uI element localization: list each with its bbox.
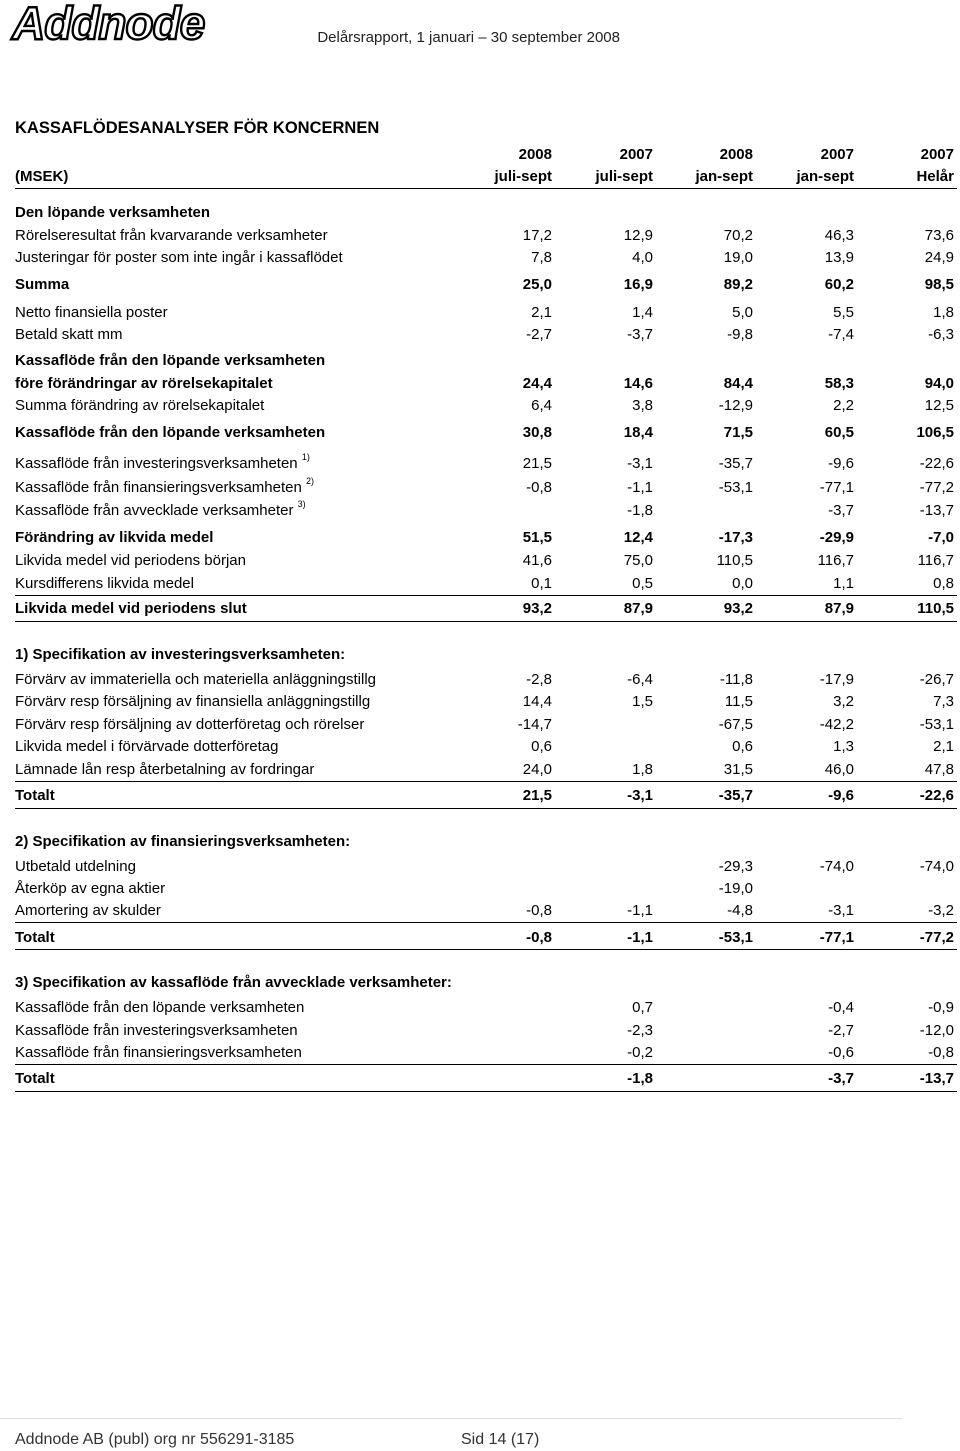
column-year: 2007 xyxy=(619,146,653,163)
row-label: Kassaflöde från den löpande verksamheten xyxy=(15,352,326,369)
row-label: Likvida medel i förvärvade dotterföretag xyxy=(15,738,279,755)
row-divider xyxy=(15,781,957,782)
cell-value: 60,2 xyxy=(824,276,854,293)
cell-value: 12,4 xyxy=(623,529,653,546)
cell-value: -22,6 xyxy=(919,787,954,804)
cell-value: 93,2 xyxy=(522,600,552,617)
cell-value: 24,0 xyxy=(522,761,552,778)
table-row-summary xyxy=(15,276,955,298)
cell-value: 0,5 xyxy=(632,575,653,592)
cell-value: -29,3 xyxy=(718,858,753,875)
report-title: Delårsrapport, 1 januari – 30 september 2008 xyxy=(317,29,620,46)
table-row xyxy=(15,204,955,226)
table-row xyxy=(15,326,955,348)
row-divider xyxy=(15,621,957,622)
cell-value: 0,6 xyxy=(531,738,552,755)
cell-value: -1,8 xyxy=(627,502,653,519)
cell-value: 24,4 xyxy=(522,375,552,392)
cell-value: -6,4 xyxy=(627,671,653,688)
cell-value: 60,5 xyxy=(824,424,854,441)
cell-value: 3,8 xyxy=(632,397,653,414)
cell-value: 84,4 xyxy=(723,375,753,392)
cell-value: 110,5 xyxy=(716,552,753,569)
table-row xyxy=(15,738,955,760)
company-logo: Addnode xyxy=(12,0,205,49)
cell-value: 46,0 xyxy=(824,761,854,778)
cell-value: 73,6 xyxy=(924,227,954,244)
cell-value: 21,5 xyxy=(522,787,552,804)
table-row xyxy=(15,1044,955,1066)
cell-value: -0,6 xyxy=(828,1044,854,1061)
row-label: Förvärv resp försäljning av dotterföretag och rörelser xyxy=(15,716,365,733)
cell-value: 110,5 xyxy=(917,600,954,617)
cell-value: -17,9 xyxy=(819,671,854,688)
cell-value: -14,7 xyxy=(517,716,552,733)
table-row-total xyxy=(15,600,955,622)
cell-value: -3,7 xyxy=(828,502,854,519)
cell-value: -0,8 xyxy=(526,902,552,919)
row-label: Betald skatt mm xyxy=(15,326,123,343)
cell-value: -4,8 xyxy=(727,902,753,919)
cell-value: -53,1 xyxy=(718,479,753,496)
cell-value: 31,5 xyxy=(723,761,753,778)
cell-value: -3,7 xyxy=(828,1070,854,1087)
cell-value: 1,5 xyxy=(632,693,653,710)
cell-value: -77,1 xyxy=(819,479,854,496)
cell-value: -3,1 xyxy=(828,902,854,919)
cell-value: -12,9 xyxy=(718,397,753,414)
cell-value: 46,3 xyxy=(824,227,854,244)
header-divider xyxy=(15,188,957,189)
table-row xyxy=(15,499,955,524)
row-label: Likvida medel vid periodens början xyxy=(15,552,246,569)
cell-value: 0,6 xyxy=(732,738,753,755)
cell-value: -7,4 xyxy=(828,326,854,343)
table-row xyxy=(15,671,955,693)
table-row xyxy=(15,880,955,902)
cell-value: 41,6 xyxy=(522,552,552,569)
cell-value: -26,7 xyxy=(919,671,954,688)
column-period: jan-sept xyxy=(796,168,854,185)
cell-value: 30,8 xyxy=(522,424,552,441)
cell-value: 7,3 xyxy=(933,693,954,710)
cell-value: 51,5 xyxy=(522,529,552,546)
cell-value: -53,1 xyxy=(919,716,954,733)
table-row-summary xyxy=(15,424,955,446)
section-title: KASSAFLÖDESANALYSER FÖR KONCERNEN xyxy=(15,119,380,137)
row-label: Utbetald utdelning xyxy=(15,858,136,875)
row-label: Amortering av skulder xyxy=(15,902,161,919)
cell-value: -42,2 xyxy=(819,716,854,733)
cell-value: -74,0 xyxy=(919,858,954,875)
cell-value: -7,0 xyxy=(928,529,954,546)
table-row xyxy=(15,352,955,374)
table-row xyxy=(15,761,955,783)
column-period: juli-sept xyxy=(595,168,653,185)
row-label: Förvärv resp försäljning av finansiella anläggningstillg xyxy=(15,693,371,710)
cell-value: -67,5 xyxy=(718,716,753,733)
cell-value: -1,1 xyxy=(627,929,653,946)
cell-value: 47,8 xyxy=(924,761,954,778)
table-row xyxy=(15,452,955,477)
cell-value: -0,4 xyxy=(828,999,854,1016)
cell-value: 4,0 xyxy=(632,249,653,266)
table-row xyxy=(15,999,955,1021)
row-label: Totalt xyxy=(15,929,55,946)
cell-value: -17,3 xyxy=(718,529,753,546)
column-period: jan-sept xyxy=(695,168,753,185)
row-label: Kursdifferens likvida medel xyxy=(15,575,194,592)
table-row xyxy=(15,1022,955,1044)
cell-value: -2,8 xyxy=(526,671,552,688)
cell-value: -3,1 xyxy=(627,455,653,472)
cell-value: -77,2 xyxy=(919,479,954,496)
table-row xyxy=(15,476,955,501)
unit-label: (MSEK) xyxy=(15,168,69,185)
cell-value: 98,5 xyxy=(924,276,954,293)
table-row-total xyxy=(15,787,955,809)
cell-value: 3,2 xyxy=(833,693,854,710)
cell-value: -22,6 xyxy=(919,455,954,472)
cell-value: -13,7 xyxy=(919,1070,954,1087)
cell-value: 13,9 xyxy=(824,249,854,266)
cell-value: 18,4 xyxy=(623,424,653,441)
cell-value: -9,8 xyxy=(727,326,753,343)
table-row xyxy=(15,249,955,271)
cell-value: 12,9 xyxy=(623,227,653,244)
cell-value: 87,9 xyxy=(824,600,854,617)
cell-value: 93,2 xyxy=(723,600,753,617)
table-row xyxy=(15,858,955,880)
cell-value: 0,7 xyxy=(632,999,653,1016)
column-period-row xyxy=(15,168,955,190)
table-row xyxy=(15,227,955,249)
cell-value: 106,5 xyxy=(916,424,954,441)
cell-value: 0,1 xyxy=(531,575,552,592)
cell-value: -2,7 xyxy=(828,1022,854,1039)
row-divider xyxy=(15,808,957,809)
cell-value: -0,8 xyxy=(526,929,552,946)
table-row-total xyxy=(15,1070,955,1092)
cell-value: -1,1 xyxy=(627,479,653,496)
cell-value: 1,8 xyxy=(632,761,653,778)
cell-value: -19,0 xyxy=(718,880,753,897)
cell-value: 70,2 xyxy=(723,227,753,244)
column-year: 2008 xyxy=(518,146,552,163)
cell-value: 87,9 xyxy=(623,600,653,617)
cell-value: 2,2 xyxy=(833,397,854,414)
table-row xyxy=(15,716,955,738)
cell-value: -0,8 xyxy=(928,1044,954,1061)
column-period: Helår xyxy=(916,168,954,185)
cell-value: 14,6 xyxy=(623,375,653,392)
cell-value: 12,5 xyxy=(924,397,954,414)
table-row xyxy=(15,304,955,326)
row-label: Summa xyxy=(15,276,70,293)
footer-company: Addnode AB (publ) org nr 556291-3185 xyxy=(15,1431,295,1448)
cell-value: 89,2 xyxy=(723,276,753,293)
cell-value: -77,1 xyxy=(819,929,854,946)
cell-value: -2,3 xyxy=(627,1022,653,1039)
cell-value: 1,4 xyxy=(632,304,653,321)
row-label: Lämnade lån resp återbetalning av fordringar xyxy=(15,761,315,778)
cell-value: 116,7 xyxy=(817,552,854,569)
row-divider xyxy=(15,595,957,596)
row-divider xyxy=(15,949,957,950)
row-label: Kassaflöde från den löpande verksamheten xyxy=(15,424,326,441)
cell-value: -35,7 xyxy=(718,455,753,472)
row-label: Totalt xyxy=(15,787,55,804)
cell-value: 6,4 xyxy=(531,397,552,414)
row-label: Totalt xyxy=(15,1070,55,1087)
column-period: juli-sept xyxy=(494,168,552,185)
cell-value: 94,0 xyxy=(924,375,954,392)
column-year: 2007 xyxy=(820,146,854,163)
table-row xyxy=(15,397,955,419)
footnote-marker: 3) xyxy=(297,499,306,509)
table-row-summary xyxy=(15,529,955,551)
cell-value: -3,2 xyxy=(928,902,954,919)
cell-value: 75,0 xyxy=(623,552,653,569)
cell-value: 25,0 xyxy=(522,276,552,293)
row-label: Likvida medel vid periodens slut xyxy=(15,600,247,617)
row-label: Den löpande verksamheten xyxy=(15,204,211,221)
table-row xyxy=(15,902,955,924)
row-divider xyxy=(15,1091,957,1092)
cell-value: -0,8 xyxy=(526,479,552,496)
table-row xyxy=(15,552,955,574)
cell-value: -9,6 xyxy=(828,455,854,472)
cell-value: -53,1 xyxy=(718,929,753,946)
cell-value: -1,8 xyxy=(627,1070,653,1087)
cell-value: 0,8 xyxy=(933,575,954,592)
cell-value: -0,9 xyxy=(928,999,954,1016)
table-row xyxy=(15,693,955,715)
spec-heading: 3) Specifikation av kassaflöde från avvecklade verksamheter: xyxy=(15,974,452,991)
column-year-row xyxy=(15,146,955,168)
cell-value: 11,5 xyxy=(724,693,753,710)
cell-value: -74,0 xyxy=(819,858,854,875)
row-label: Kassaflöde från finansieringsverksamheten $^{2)}$ xyxy=(15,476,315,496)
column-year: 2007 xyxy=(920,146,954,163)
row-label: Kassaflöde från finansieringsverksamheten xyxy=(15,1044,302,1061)
row-label: Rörelseresultat från kvarvarande verksamheter xyxy=(15,227,328,244)
cell-value: -77,2 xyxy=(919,929,954,946)
spec-heading: 1) Specifikation av investeringsverksamheten: xyxy=(15,646,346,663)
footer-divider xyxy=(0,1418,902,1419)
footnote-marker: 2) xyxy=(306,476,315,486)
row-label: Återköp av egna aktier xyxy=(15,880,166,897)
cell-value: 19,0 xyxy=(723,249,753,266)
cell-value: 1,1 xyxy=(833,575,854,592)
table-row xyxy=(15,375,955,397)
cell-value: 7,8 xyxy=(531,249,552,266)
cell-value: 2,1 xyxy=(933,738,954,755)
row-label: Netto finansiella poster xyxy=(15,304,168,321)
row-label: Förvärv av immateriella och materiella anläggningstillg xyxy=(15,671,376,688)
row-label: Summa förändring av rörelsekapitalet xyxy=(15,397,265,414)
spec-heading: 2) Specifikation av finansieringsverksamheten: xyxy=(15,833,351,850)
cell-value: -13,7 xyxy=(919,502,954,519)
cell-value: 116,7 xyxy=(917,552,954,569)
row-label: Justeringar för poster som inte ingår i kassaflödet xyxy=(15,249,343,266)
row-label: före förändringar av rörelsekapitalet xyxy=(15,375,273,392)
cell-value: -2,7 xyxy=(526,326,552,343)
row-label: Kassaflöde från avvecklade verksamheter $^{3)}$ xyxy=(15,499,306,519)
row-label: Förändring av likvida medel xyxy=(15,529,214,546)
table-row-total xyxy=(15,929,955,951)
cell-value: -0,2 xyxy=(627,1044,653,1061)
cell-value: 5,0 xyxy=(732,304,753,321)
row-label: Kassaflöde från investeringsverksamheten xyxy=(15,1022,298,1039)
row-label: Kassaflöde från investeringsverksamheten $^{1)}$ xyxy=(15,452,310,472)
cell-value: 16,9 xyxy=(623,276,653,293)
cell-value: 17,2 xyxy=(522,227,552,244)
cell-value: 58,3 xyxy=(824,375,854,392)
row-divider xyxy=(15,922,957,923)
cell-value: 5,5 xyxy=(833,304,854,321)
cell-value: -3,7 xyxy=(627,326,653,343)
cell-value: -3,1 xyxy=(627,787,653,804)
cell-value: -12,0 xyxy=(919,1022,954,1039)
footnote-marker: 1) xyxy=(301,452,310,462)
table-row xyxy=(15,575,955,597)
column-year: 2008 xyxy=(719,146,753,163)
cell-value: 0,0 xyxy=(732,575,753,592)
footer-page-number: Sid 14 (17) xyxy=(461,1431,540,1448)
cell-value: -11,8 xyxy=(719,671,753,688)
cell-value: -6,3 xyxy=(928,326,954,343)
cell-value: 1,3 xyxy=(833,738,854,755)
cell-value: 24,9 xyxy=(924,249,954,266)
cell-value: 2,1 xyxy=(531,304,552,321)
row-divider xyxy=(15,1064,957,1065)
cell-value: 14,4 xyxy=(522,693,552,710)
cell-value: 21,5 xyxy=(522,455,552,472)
cell-value: -29,9 xyxy=(819,529,854,546)
cell-value: -1,1 xyxy=(627,902,653,919)
cell-value: 71,5 xyxy=(723,424,753,441)
row-label: Kassaflöde från den löpande verksamheten xyxy=(15,999,305,1016)
cell-value: -35,7 xyxy=(718,787,753,804)
cell-value: 1,8 xyxy=(933,304,954,321)
cell-value: -9,6 xyxy=(828,787,854,804)
